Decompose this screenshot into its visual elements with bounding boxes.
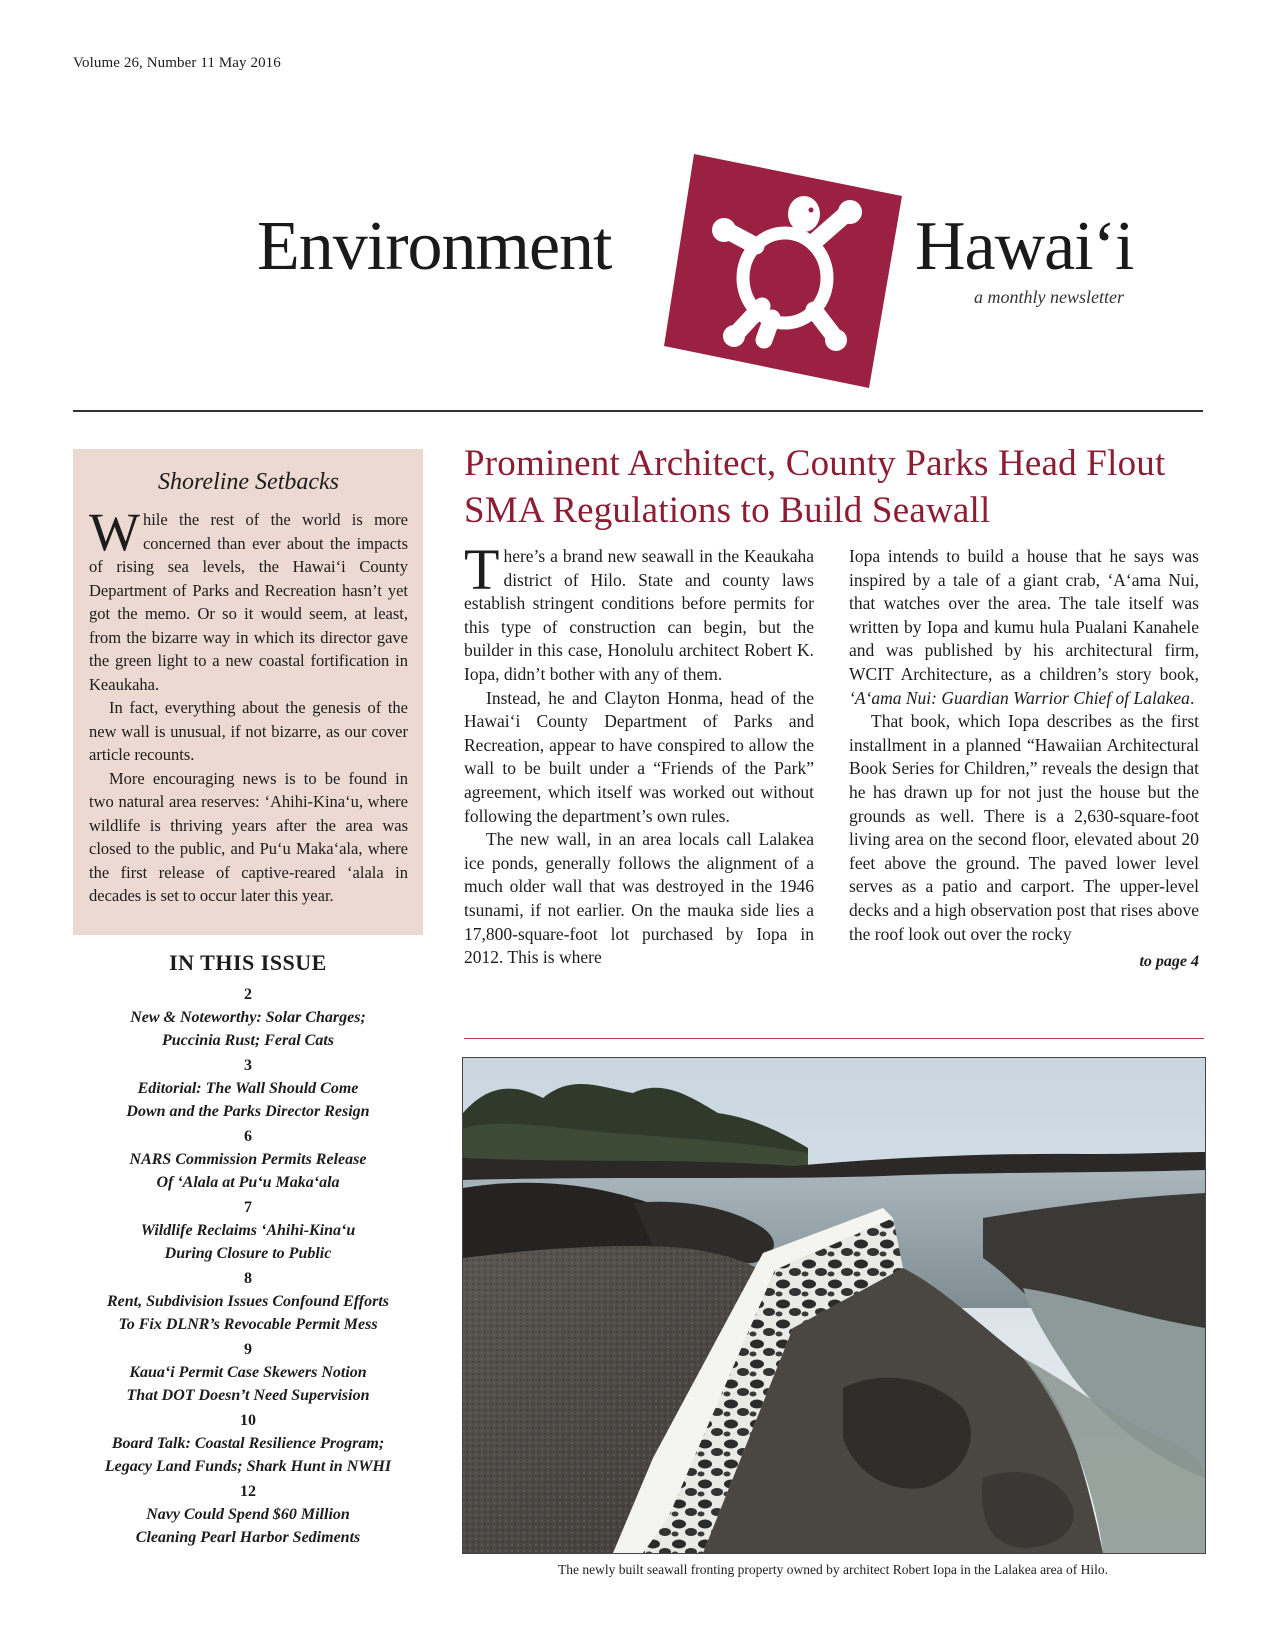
article-paragraph [849, 545, 1199, 710]
toc-page: 10 [240, 1412, 256, 1429]
seawall-photo [462, 1057, 1206, 1554]
toc-title: Board Talk: Coastal Resilience Program; Legacy Land Funds; Shark Hunt in NWHI [104, 1435, 392, 1475]
toc-item[interactable] [73, 984, 423, 1052]
article-paragraph-text: here’s a brand new seawall in the Keaukaha district of Hilo. State and county laws establish stringent conditions before permits for this type of construction can begin, but the builder in this case, Honolulu architect Robert K. Iopa, didn’t bother with any of them. [464, 546, 814, 684]
issue-line: Volume 26, Number 11 May 2016 [73, 55, 281, 71]
article-drop-cap: T [464, 537, 500, 602]
masthead-hawaii: Hawai‘i [915, 208, 1134, 285]
in-this-issue [73, 950, 423, 1552]
toc-page: 7 [244, 1199, 252, 1216]
toc-page: 2 [244, 986, 252, 1003]
toc-item[interactable] [73, 1410, 423, 1478]
toc-title: NARS Commission Permits Release Of ‘Alala at Pu‘u Maka‘ala [129, 1151, 367, 1191]
toc-item[interactable] [73, 1268, 423, 1336]
sidebar-title: Shoreline Setbacks [157, 469, 340, 495]
sidebar-paragraph [89, 502, 408, 696]
toc-page: 8 [244, 1270, 252, 1287]
toc-page: 12 [240, 1483, 256, 1500]
toc-page: 9 [244, 1341, 252, 1358]
turtle-icon [664, 150, 906, 392]
toc-heading: IN THIS ISSUE [169, 950, 327, 975]
masthead-rule [73, 410, 1203, 412]
toc-title: New & Noteworthy: Solar Charges; Puccinia Rust; Feral Cats [130, 1009, 366, 1049]
photo-caption: The newly built seawall fronting property owned by architect Robert Iopa in the Lalakea area of Hilo. [558, 1562, 1108, 1577]
toc-item[interactable] [73, 1339, 423, 1407]
toc-item[interactable] [73, 1197, 423, 1265]
toc-item[interactable] [73, 1126, 423, 1194]
toc-title: Rent, Subdivision Issues Confound Efforts To Fix DLNR’s Revocable Permit Mess [106, 1293, 389, 1333]
article-column-2 [849, 545, 1199, 974]
continued-link[interactable]: to page 4 [1139, 953, 1199, 971]
sidebar-drop-cap: W [89, 502, 140, 562]
sidebar-paragraph: More encouraging news is to be found in two natural area reserves: ‘Ahihi-Kina‘u, where wildlife is thriving years after the area was closed to the public, and Pu‘u Maka‘ala, where the first release of captive-reared ‘alala in decades is set to occur later this year. [89, 768, 408, 905]
article-headline: Prominent Architect, County Parks Head Flout SMA Regulations to Build Seawall [464, 443, 1166, 531]
article-paragraph [464, 537, 814, 687]
masthead-environment: Environment [257, 208, 612, 285]
masthead-tagline: a monthly newsletter [974, 287, 1124, 307]
book-title: ‘A‘ama Nui: Guardian Warrior Chief of Lalakea [849, 687, 1190, 708]
sidebar-paragraph-text: hile the rest of the world is more concerned than ever about the impacts of rising sea levels, the Hawai‘i County Department of Parks and Recreation hasn’t yet got the memo. Or so it would seem, at least, from the bizarre way in which its director gave the green light to a new coastal fortification in Keaukaha. [89, 510, 408, 694]
toc-page: 3 [244, 1057, 252, 1074]
article-paragraph: That book, which Iopa describes as the first installment in a planned “Hawaiian Architectural Book Series for Children,” reveals the design that he has drawn up for not just the house but the grounds as well. There is a 2,630-square-foot living area on the second floor, elevated about 20 feet above the ground. The paved lower level serves as a patio and carport. The upper-level decks and a high observation post that rises above the roof look out over the rocky [849, 711, 1199, 944]
article-paragraph-end: . [1189, 687, 1195, 708]
toc-page: 6 [244, 1128, 252, 1145]
toc-title: Editorial: The Wall Should Come Down and the Parks Director Resign [126, 1080, 370, 1120]
article-column-1 [464, 537, 814, 970]
toc-title: Kaua‘i Permit Case Skewers Notion That DOT Doesn’t Need Supervision [126, 1364, 370, 1404]
toc-title: Wildlife Reclaims ‘Ahihi-Kina‘u During Closure to Public [140, 1222, 356, 1262]
toc-title: Navy Could Spend $60 Million Cleaning Pearl Harbor Sediments [135, 1506, 361, 1546]
article-paragraph: Instead, he and Clayton Honma, head of the Hawai‘i County Department of Parks and Recreation, appear to have conspired to allow the wall to be built under a “Friends of the Park” agreement, which itself was worked out without following the department’s own rules. [464, 687, 814, 826]
toc-item[interactable] [73, 1481, 423, 1549]
article-paragraph: The new wall, in an area locals call Lalakea ice ponds, generally follows the alignment of a much older wall that was destroyed in the 1946 tsunami, if not earlier. On the mauka side lies a 17,800-square-foot lot purchased by Iopa in 2012. This is where [464, 829, 814, 968]
shoreline-setbacks-box [73, 449, 423, 935]
article-rule [464, 1038, 1204, 1039]
article-paragraph-text: Iopa intends to build a house that he says was inspired by a tale of a giant crab, ‘A‘ama Nui, that watches over the area. The tale itself was written by Iopa and kumu hula Pualani Kanahele and was published by his architectural firm, WCIT Architecture, as a children’s story book, [849, 546, 1199, 684]
toc-item[interactable] [73, 1055, 423, 1123]
sidebar-paragraph: In fact, everything about the genesis of the new wall is unusual, if not bizarre, as our cover article recounts. [89, 698, 408, 764]
